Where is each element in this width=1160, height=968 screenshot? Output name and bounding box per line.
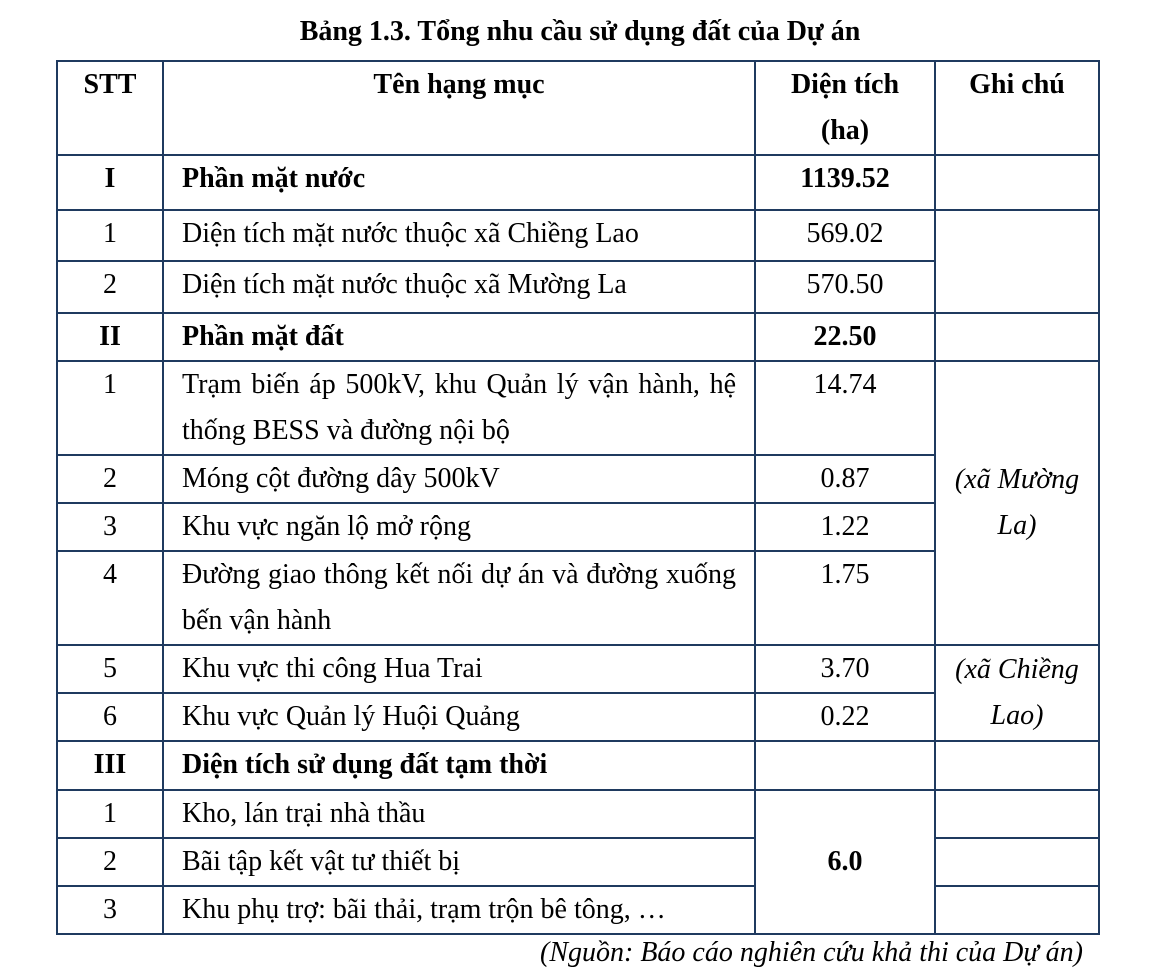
section-area: 22.50 [755,313,935,361]
section-name: Diện tích sử dụng đất tạm thời [163,741,755,790]
section-name: Phần mặt đất [163,313,755,361]
shared-area: 6.0 [755,790,935,934]
section-name: Phần mặt nước [163,155,755,210]
note-cell [935,741,1099,790]
row-stt: 5 [57,645,163,693]
note-cell [935,210,1099,313]
table-row [57,790,1099,838]
row-area: 1.75 [755,551,935,645]
row-stt: 4 [57,551,163,645]
row-name: Khu vực thi công Hua Trai [163,645,755,693]
header-row [57,61,1099,155]
row-name: Diện tích mặt nước thuộc xã Chiềng Lao [163,210,755,261]
header-note: Ghi chú [935,61,1099,155]
row-name: Khu vực ngăn lộ mở rộng [163,503,755,551]
table-row [57,645,1099,693]
note-muong-la: (xã Mường La) [935,361,1099,645]
header-name: Tên hạng mục [163,61,755,155]
row-name: Bãi tập kết vật tư thiết bị [163,838,755,886]
section-row [57,155,1099,210]
row-stt: 2 [57,455,163,503]
section-stt: II [57,313,163,361]
row-area: 3.70 [755,645,935,693]
row-name: Kho, lán trại nhà thầu [163,790,755,838]
source-footnote: (Nguồn: Báo cáo nghiên cứu khả thi của Dự án) [540,937,1083,968]
row-name: Trạm biến áp 500kV, khu Quản lý vận hành, hệ thống BESS và đường nội bộ [163,361,755,455]
land-use-table [56,60,1100,935]
row-area: 569.02 [755,210,935,261]
row-area: 0.22 [755,693,935,741]
row-area: 1.22 [755,503,935,551]
note-chieng-lao: (xã Chiềng Lao) [935,645,1099,741]
row-stt: 1 [57,361,163,455]
section-row [57,741,1099,790]
table-row [57,886,1099,934]
row-stt: 3 [57,886,163,934]
note-cell [935,790,1099,838]
table-row [57,838,1099,886]
row-name: Móng cột đường dây 500kV [163,455,755,503]
row-name: Đường giao thông kết nối dự án và đường xuống bến vận hành [163,551,755,645]
row-name: Khu vực Quản lý Huội Quảng [163,693,755,741]
row-area: 570.50 [755,261,935,313]
table-caption: Bảng 1.3. Tổng nhu cầu sử dụng đất của Dự án [299,16,861,47]
note-cell [935,313,1099,361]
row-stt: 3 [57,503,163,551]
section-area: 1139.52 [755,155,935,210]
row-area: 0.87 [755,455,935,503]
note-cell [935,886,1099,934]
row-name: Diện tích mặt nước thuộc xã Mường La [163,261,755,313]
row-stt: 6 [57,693,163,741]
note-cell [935,838,1099,886]
row-stt: 2 [57,838,163,886]
section-area [755,741,935,790]
header-area: Diện tích (ha) [755,61,935,155]
row-area: 14.74 [755,361,935,455]
section-stt: III [57,741,163,790]
table-row [57,361,1099,455]
section-stt: I [57,155,163,210]
row-stt: 1 [57,790,163,838]
section-row [57,313,1099,361]
table-row [57,210,1099,261]
note-cell [935,155,1099,210]
row-stt: 2 [57,261,163,313]
row-name: Khu phụ trợ: bãi thải, trạm trộn bê tông, … [163,886,755,934]
row-stt: 1 [57,210,163,261]
header-stt: STT [57,61,163,155]
